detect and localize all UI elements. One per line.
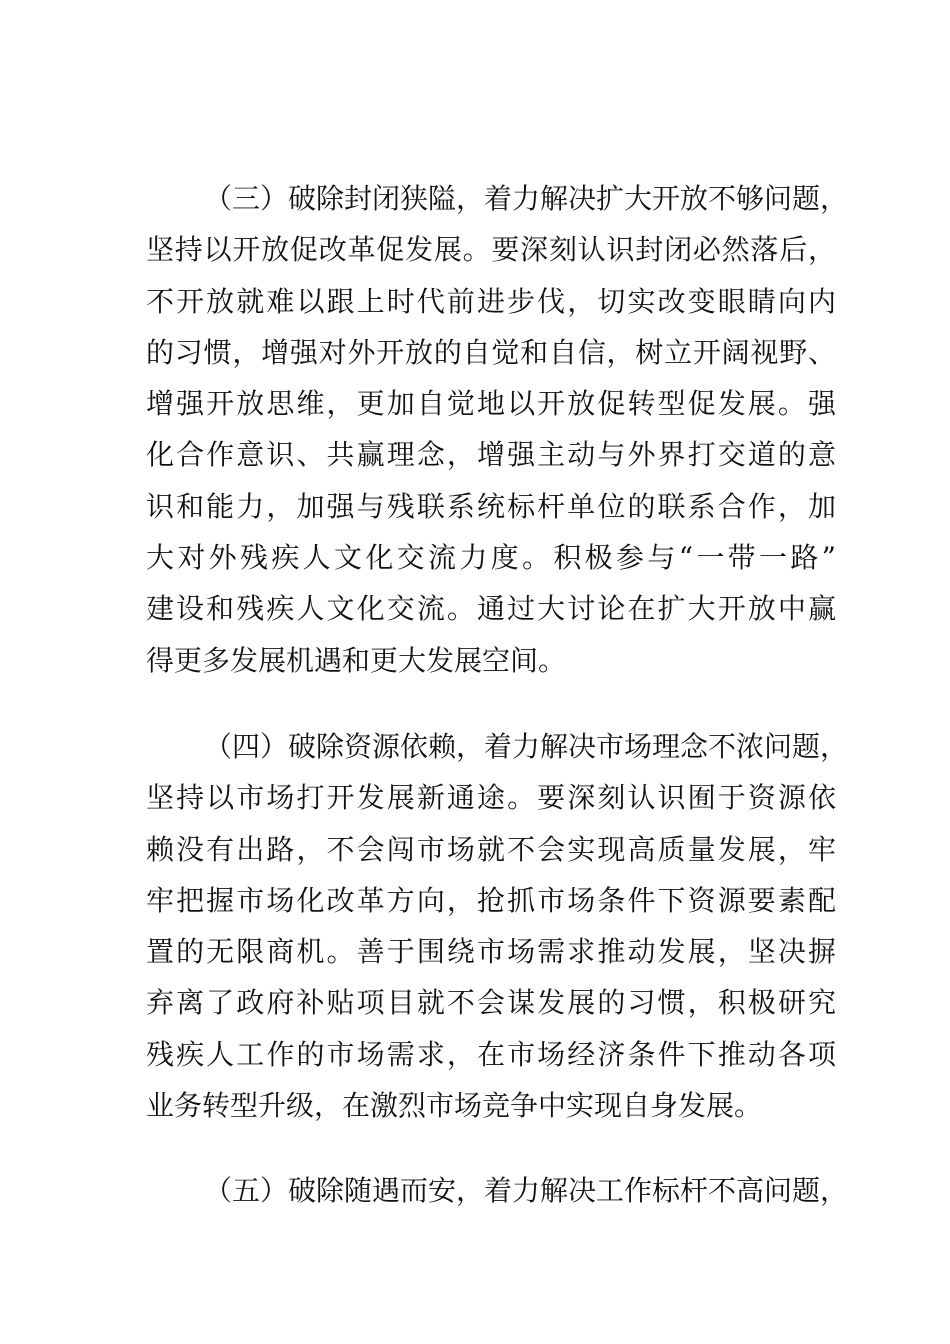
text-line: 业务转型升级，在激烈市场竞争中实现自身发展。 [146, 1089, 763, 1123]
text-line: 得更多发展机遇和更大发展空间。 [146, 643, 567, 677]
text-line: 大对外残疾人文化交流力度。积极参与“一带一路” [146, 541, 836, 575]
text-line: 牢把握市场化改革方向，抢抓市场条件下资源要素配 [146, 883, 836, 917]
paragraph-3 [146, 173, 849, 686]
text-line: 建设和残疾人文化交流。通过大讨论在扩大开放中赢 [146, 592, 836, 626]
paragraph-4 [146, 721, 849, 1131]
text-line: 赖没有出路，不会闯市场就不会实现高质量发展，牢 [146, 832, 836, 866]
text-line: （三）破除封闭狭隘，着力解决扩大开放不够问题， [204, 182, 849, 215]
text-line: 置的无限商机。善于围绕市场需求推动发展，坚决摒 [146, 935, 836, 969]
text-line: 识和能力，加强与残联系统标杆单位的联系合作，加 [146, 489, 836, 523]
text-line: 坚持以开放促改革促发展。要深刻认识封闭必然落后， [146, 233, 836, 267]
text-line: 增强开放思维，更加自觉地以开放促转型促发展。强 [146, 387, 836, 421]
text-line: 坚持以市场打开发展新通途。要深刻认识囿于资源依 [146, 781, 836, 815]
text-line: 化合作意识、共赢理念，增强主动与外界打交道的意 [146, 438, 836, 472]
text-line: （四）破除资源依赖，着力解决市场理念不浓问题， [204, 730, 849, 763]
text-line: 的习惯，增强对外开放的自觉和自信，树立开阔视野、 [146, 335, 836, 369]
text-line: （五）破除随遇而安，着力解决工作标杆不高问题， [204, 1174, 849, 1207]
text-line: 弃离了政府补贴项目就不会谋发展的习惯，积极研究 [146, 986, 836, 1020]
text-line: 不开放就难以跟上时代前进步伐，切实改变眼睛向内 [146, 284, 836, 318]
paragraph-5 [146, 1165, 849, 1216]
text-line: 残疾人工作的市场需求，在市场经济条件下推动各项 [146, 1037, 836, 1071]
